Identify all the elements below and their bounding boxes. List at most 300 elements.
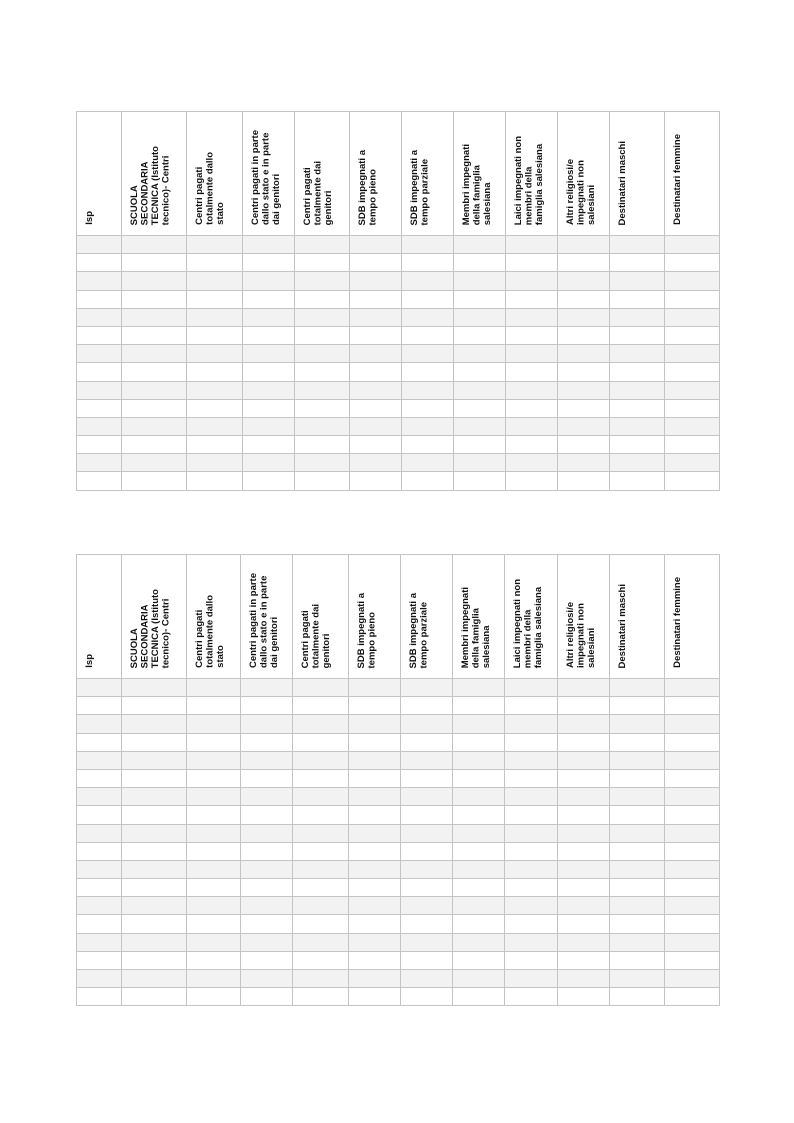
table-cell: [241, 733, 293, 751]
table-cell: [558, 381, 610, 399]
table-cell: [610, 951, 665, 969]
table-row: [77, 272, 720, 290]
table-row: [77, 733, 720, 751]
table-cell: [349, 769, 401, 787]
table-cell: [243, 254, 295, 272]
table-cell: [122, 363, 187, 381]
table-cell: [665, 417, 720, 435]
table-cell: [295, 363, 350, 381]
table-cell: [402, 454, 454, 472]
table-cell: [505, 951, 558, 969]
header-row: [77, 555, 720, 679]
table-cell: [122, 454, 187, 472]
table-cell: [187, 399, 243, 417]
table-cell: [453, 788, 505, 806]
table-cell: [506, 472, 558, 490]
table-cell: [241, 879, 293, 897]
table-cell: [77, 751, 122, 769]
table-cell: [610, 326, 665, 344]
table-cell: [402, 417, 454, 435]
header-cell-laici: [506, 112, 558, 236]
table-cell: [402, 363, 454, 381]
table-cell: [122, 970, 187, 988]
table-cell: [454, 399, 506, 417]
table-cell: [558, 272, 610, 290]
table-cell: [122, 733, 187, 751]
table-cell: [453, 697, 505, 715]
table-cell: [295, 454, 350, 472]
table-cell: [243, 454, 295, 472]
table-cell: [349, 697, 401, 715]
table-cell: [665, 879, 720, 897]
data-table-2: [76, 554, 720, 1006]
table-cell: [665, 842, 720, 860]
table-cell: [293, 842, 349, 860]
table-cell: [187, 326, 243, 344]
header-label: Destinatari maschi: [617, 583, 628, 668]
table-row: [77, 363, 720, 381]
table-cell: [453, 679, 505, 697]
table-cell: [187, 879, 241, 897]
table-row: [77, 326, 720, 344]
table-cell: [77, 236, 122, 254]
table-cell: [295, 272, 350, 290]
table-cell: [558, 417, 610, 435]
table-cell: [350, 363, 402, 381]
table-cell: [610, 751, 665, 769]
table-row: [77, 842, 720, 860]
table-cell: [665, 254, 720, 272]
header-row: [77, 112, 720, 236]
header-cell-destinatari-maschi: [610, 112, 665, 236]
table-row: [77, 436, 720, 454]
table-cell: [187, 806, 241, 824]
table-cell: [558, 436, 610, 454]
table-cell: [293, 697, 349, 715]
header-label: SCUOLA SECONDARIA TECNICA (Istituto tecnico)- Centri: [129, 588, 172, 668]
table-cell: [77, 472, 122, 490]
table-cell: [506, 454, 558, 472]
table-row: [77, 933, 720, 951]
table-cell: [610, 236, 665, 254]
table-cell: [77, 879, 122, 897]
table-cell: [77, 824, 122, 842]
table-cell: [558, 254, 610, 272]
table-cell: [122, 436, 187, 454]
table-cell: [77, 454, 122, 472]
table-cell: [453, 879, 505, 897]
header-label: SCUOLA SECONDARIA TECNICA (Istituto tecnico)- Centri: [129, 145, 172, 225]
table-row: [77, 988, 720, 1006]
table-body: [77, 679, 720, 1006]
table-cell: [610, 915, 665, 933]
table-cell: [241, 751, 293, 769]
table-cell: [295, 326, 350, 344]
table-cell: [122, 915, 187, 933]
header-cell-destinatari-femmine: [665, 555, 720, 679]
table-cell: [402, 381, 454, 399]
table-cell: [77, 860, 122, 878]
table-cell: [610, 417, 665, 435]
table-cell: [401, 933, 453, 951]
table-cell: [454, 236, 506, 254]
table-cell: [293, 679, 349, 697]
table-cell: [122, 236, 187, 254]
table-cell: [122, 399, 187, 417]
table-cell: [505, 679, 558, 697]
table-row: [77, 879, 720, 897]
header-cell-scuola-secondaria-tecnica: [122, 555, 187, 679]
table-cell: [610, 697, 665, 715]
table-cell: [401, 733, 453, 751]
table-row: [77, 472, 720, 490]
table-cell: [558, 733, 610, 751]
table-cell: [558, 236, 610, 254]
table-cell: [241, 951, 293, 969]
header-label: Centri pagati totalmente dai genitori: [302, 160, 334, 225]
table-cell: [402, 308, 454, 326]
header-cell-destinatari-femmine: [665, 112, 720, 236]
table-cell: [506, 363, 558, 381]
table-cell: [187, 788, 241, 806]
table-cell: [241, 788, 293, 806]
table-row: [77, 290, 720, 308]
table-row: [77, 915, 720, 933]
table-cell: [243, 417, 295, 435]
table-row: [77, 897, 720, 915]
table-cell: [241, 970, 293, 988]
table-cell: [558, 399, 610, 417]
table-cell: [122, 842, 187, 860]
table-cell: [505, 933, 558, 951]
table-cell: [241, 842, 293, 860]
table-cell: [241, 715, 293, 733]
table-cell: [558, 363, 610, 381]
table-cell: [349, 824, 401, 842]
table-cell: [506, 436, 558, 454]
table-cell: [453, 897, 505, 915]
header-cell-sdb-tempo-pieno: [349, 555, 401, 679]
table-cell: [241, 933, 293, 951]
header-cell-scuola-secondaria-tecnica: [122, 112, 187, 236]
table-cell: [187, 751, 241, 769]
header-cell-centri-genitori: [293, 555, 349, 679]
table-cell: [350, 236, 402, 254]
table-cell: [610, 933, 665, 951]
table-cell: [241, 824, 293, 842]
table-cell: [558, 697, 610, 715]
header-cell-sdb-tempo-parziale: [402, 112, 454, 236]
table-cell: [401, 915, 453, 933]
table-cell: [77, 933, 122, 951]
table-cell: [610, 381, 665, 399]
table-cell: [505, 879, 558, 897]
table-cell: [122, 345, 187, 363]
table-cell: [610, 272, 665, 290]
table-cell: [349, 751, 401, 769]
table-cell: [293, 879, 349, 897]
table-cell: [401, 751, 453, 769]
table-cell: [295, 254, 350, 272]
header-label: SDB impegnati a tempo pieno: [356, 592, 378, 668]
table-cell: [122, 879, 187, 897]
table-cell: [665, 897, 720, 915]
table-cell: [610, 824, 665, 842]
table-row: [77, 345, 720, 363]
table-cell: [454, 417, 506, 435]
table-cell: [187, 860, 241, 878]
table-cell: [506, 417, 558, 435]
table-cell: [77, 436, 122, 454]
table-cell: [665, 751, 720, 769]
table-cell: [77, 272, 122, 290]
table-cell: [122, 381, 187, 399]
table-cell: [454, 472, 506, 490]
table-cell: [665, 915, 720, 933]
table-cell: [453, 970, 505, 988]
table-cell: [77, 970, 122, 988]
header-label: Centri pagati totalmente dallo stato: [194, 152, 226, 225]
table-cell: [349, 715, 401, 733]
table-cell: [453, 842, 505, 860]
table-cell: [187, 897, 241, 915]
table-cell: [665, 788, 720, 806]
table-cell: [122, 824, 187, 842]
table-cell: [350, 417, 402, 435]
table-cell: [665, 988, 720, 1006]
table-cell: [350, 326, 402, 344]
table-cell: [401, 697, 453, 715]
table-cell: [401, 824, 453, 842]
table-cell: [349, 933, 401, 951]
table-cell: [241, 679, 293, 697]
table-cell: [122, 254, 187, 272]
table-row: [77, 308, 720, 326]
table-cell: [295, 345, 350, 363]
table-cell: [243, 363, 295, 381]
table-cell: [402, 254, 454, 272]
table-cell: [558, 970, 610, 988]
header-cell-membri-famiglia: [453, 555, 505, 679]
table-cell: [350, 454, 402, 472]
table-cell: [187, 308, 243, 326]
table-cell: [558, 897, 610, 915]
header-label: Centri pagati totalmente dai genitori: [300, 603, 332, 668]
table-cell: [454, 254, 506, 272]
table-cell: [453, 751, 505, 769]
table-cell: [402, 472, 454, 490]
table-cell: [558, 988, 610, 1006]
table-cell: [506, 290, 558, 308]
table-cell: [122, 679, 187, 697]
table-cell: [122, 860, 187, 878]
table-cell: [243, 472, 295, 490]
header-label: Membri impegnati della famiglia salesiana: [461, 143, 493, 225]
table-row: [77, 697, 720, 715]
table-row: [77, 381, 720, 399]
table-cell: [122, 417, 187, 435]
header-cell-sdb-tempo-pieno: [350, 112, 402, 236]
table-cell: [187, 697, 241, 715]
table-cell: [558, 679, 610, 697]
table-cell: [401, 715, 453, 733]
table-cell: [122, 472, 187, 490]
header-label: Isp: [84, 211, 95, 225]
table-cell: [665, 715, 720, 733]
table-cell: [505, 806, 558, 824]
table-row: [77, 951, 720, 969]
table-cell: [293, 806, 349, 824]
table-row: [77, 824, 720, 842]
table-cell: [506, 399, 558, 417]
table-cell: [610, 842, 665, 860]
header-label: SDB impegnati a tempo pieno: [357, 149, 379, 225]
table-cell: [558, 769, 610, 787]
table-cell: [122, 715, 187, 733]
table-cell: [350, 290, 402, 308]
table-cell: [241, 697, 293, 715]
table-cell: [454, 345, 506, 363]
table-cell: [349, 842, 401, 860]
table-cell: [454, 454, 506, 472]
table-cell: [187, 454, 243, 472]
header-cell-isp: [77, 112, 122, 236]
table-cell: [350, 254, 402, 272]
table-cell: [295, 417, 350, 435]
table-cell: [453, 951, 505, 969]
table-cell: [454, 436, 506, 454]
table-cell: [293, 824, 349, 842]
table-cell: [349, 733, 401, 751]
table-cell: [122, 326, 187, 344]
table-cell: [187, 254, 243, 272]
header-label: Destinatari maschi: [617, 140, 628, 225]
table-cell: [122, 308, 187, 326]
table-cell: [505, 769, 558, 787]
table-cell: [665, 236, 720, 254]
table-row: [77, 454, 720, 472]
header-label: Destinatari femmine: [672, 134, 683, 225]
table-cell: [243, 399, 295, 417]
table-cell: [558, 308, 610, 326]
table-cell: [293, 933, 349, 951]
table-cell: [453, 733, 505, 751]
table-cell: [665, 697, 720, 715]
header-label: Laici impegnati non membri della famiglia salesiana: [513, 135, 545, 225]
table-cell: [665, 290, 720, 308]
table-cell: [77, 897, 122, 915]
table-row: [77, 769, 720, 787]
table-cell: [454, 326, 506, 344]
table-cell: [558, 951, 610, 969]
table-cell: [77, 254, 122, 272]
table-cell: [241, 769, 293, 787]
table-cell: [77, 345, 122, 363]
table-cell: [558, 824, 610, 842]
header-label: SDB impegnati a tempo parziale: [408, 592, 430, 668]
table-cell: [665, 363, 720, 381]
header-cell-centri-stato: [187, 112, 243, 236]
table-cell: [610, 679, 665, 697]
table-cell: [243, 290, 295, 308]
table-cell: [558, 788, 610, 806]
table-row: [77, 417, 720, 435]
table-cell: [77, 697, 122, 715]
table-cell: [187, 988, 241, 1006]
table-cell: [558, 345, 610, 363]
table-cell: [665, 472, 720, 490]
table-cell: [293, 860, 349, 878]
table-cell: [610, 860, 665, 878]
table-cell: [453, 769, 505, 787]
table-cell: [77, 290, 122, 308]
table-cell: [506, 272, 558, 290]
table-cell: [241, 806, 293, 824]
table-cell: [610, 472, 665, 490]
table-cell: [558, 879, 610, 897]
table-cell: [77, 363, 122, 381]
table-cell: [453, 915, 505, 933]
table-cell: [610, 988, 665, 1006]
table-cell: [558, 715, 610, 733]
table-cell: [295, 308, 350, 326]
table-cell: [241, 860, 293, 878]
table-cell: [77, 769, 122, 787]
table-cell: [350, 399, 402, 417]
header-label: Altri religiosi/e impegnati non salesiani: [565, 602, 597, 668]
header-label: Destinatari femmine: [672, 577, 683, 668]
table-cell: [505, 897, 558, 915]
table-cell: [402, 326, 454, 344]
table-cell: [241, 988, 293, 1006]
table-row: [77, 751, 720, 769]
table-cell: [505, 788, 558, 806]
table-cell: [401, 769, 453, 787]
table-cell: [454, 308, 506, 326]
table-row: [77, 970, 720, 988]
table-cell: [402, 236, 454, 254]
header-cell-altri-religiosi: [558, 555, 610, 679]
table-cell: [349, 897, 401, 915]
table-cell: [77, 679, 122, 697]
table-cell: [454, 363, 506, 381]
table-cell: [243, 436, 295, 454]
table-cell: [295, 381, 350, 399]
table-cell: [505, 751, 558, 769]
table-cell: [558, 842, 610, 860]
table-cell: [349, 788, 401, 806]
table-cell: [187, 472, 243, 490]
header-cell-centri-stato-genitori: [243, 112, 295, 236]
table-cell: [665, 345, 720, 363]
header-cell-membri-famiglia: [454, 112, 506, 236]
table-cell: [453, 988, 505, 1006]
table-cell: [401, 842, 453, 860]
header-label: Laici impegnati non membri della famiglia salesiana: [512, 578, 544, 668]
table-cell: [505, 970, 558, 988]
table-cell: [77, 915, 122, 933]
header-label: Centri pagati in parte dallo stato e in parte dai genitori: [248, 572, 280, 668]
table-cell: [558, 454, 610, 472]
table-cell: [558, 860, 610, 878]
table-cell: [402, 399, 454, 417]
table-cell: [295, 399, 350, 417]
table-cell: [350, 472, 402, 490]
table-cell: [187, 236, 243, 254]
table-cell: [293, 733, 349, 751]
header-label: SDB impegnati a tempo parziale: [409, 149, 431, 225]
table-cell: [122, 806, 187, 824]
